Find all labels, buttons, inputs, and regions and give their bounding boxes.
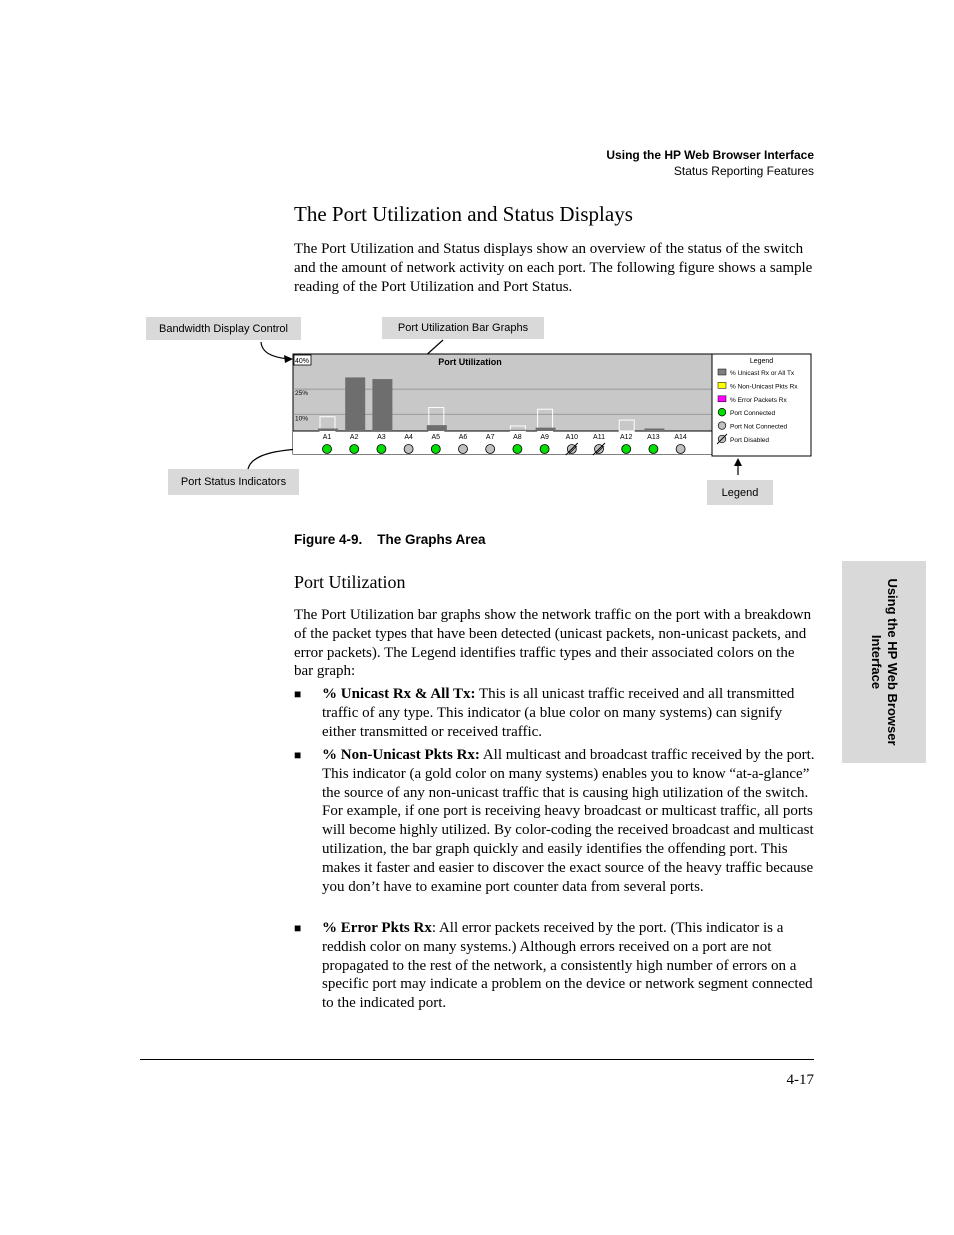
port-label-A12: A12 xyxy=(619,434,633,441)
port-label-A5: A5 xyxy=(431,434,441,441)
bar-A9 xyxy=(536,428,556,431)
leader-legend-arrowhead xyxy=(734,458,742,466)
port-label-A1: A1 xyxy=(322,434,332,441)
callout-port-status-indicators: Port Status Indicators xyxy=(168,469,299,495)
chart-title: Port Utilization xyxy=(438,357,502,367)
port-status-A13 xyxy=(649,445,658,454)
port-label-A10: A10 xyxy=(565,434,579,441)
port-status-A4 xyxy=(404,445,413,454)
bullet-non-unicast xyxy=(294,746,816,896)
port-label-A14: A14 xyxy=(674,434,687,441)
legend-swatch-2 xyxy=(718,396,726,402)
bullet-unicast xyxy=(294,685,816,741)
bullet-text: This is all unicast traffic received and all transmitted traffic of any type. This indicator (a blue color on many systems) can signify either transmitted or received traffic. xyxy=(322,686,795,740)
bar-A3 xyxy=(372,379,392,431)
body-paragraph: The Port Utilization bar graphs show the network traffic on the port with a breakdown of the packet types that have been detected (unicast packets, non-unicast packets, and error packets). The Legend identifies traffic types and their associated colors on the bar graph: xyxy=(294,607,812,680)
figure-caption: Figure 4-9. The Graphs Area xyxy=(294,532,486,547)
port-status-A5 xyxy=(431,445,440,454)
bullet-square: ■ xyxy=(294,748,302,762)
legend-panel xyxy=(712,354,811,456)
legend-label-2: % Error Packets Rx xyxy=(730,396,787,404)
legend-label-1: % Non-Unicast Pkts Rx xyxy=(730,383,798,391)
page-number: 4-17 xyxy=(786,1072,814,1088)
legend-label-0: % Unicast Rx or All Tx xyxy=(730,370,795,377)
port-utilization-chart xyxy=(293,354,713,455)
port-status-A12 xyxy=(622,445,631,454)
leader-bandwidth-arrowhead xyxy=(284,355,293,363)
y-tick-label: 10% xyxy=(295,415,309,423)
port-status-A14 xyxy=(676,445,685,454)
legend-swatch-3 xyxy=(718,408,726,416)
legend-swatch-4 xyxy=(718,422,726,430)
legend-swatch-1 xyxy=(718,382,726,388)
bar-A2 xyxy=(345,377,365,431)
legend-label-3: Port Connected xyxy=(730,410,776,418)
intro-paragraph: The Port Utilization and Status displays show an overview of the status of the switch and the amount of network activity on each port. The following figure shows a sample reading of the Port Utilization and Port Status. xyxy=(294,241,813,295)
bar-A5 xyxy=(427,425,447,431)
bullet-square: ■ xyxy=(294,687,302,701)
bullet-term: % Non-Unicast Pkts Rx: xyxy=(322,747,480,763)
callout-port-utilization-bar-graphs: Port Utilization Bar Graphs xyxy=(382,317,544,339)
y-tick-label: 25% xyxy=(295,390,309,398)
bullet-square: ■ xyxy=(294,921,302,935)
port-label-A8: A8 xyxy=(513,434,522,441)
port-label-A7: A7 xyxy=(485,434,495,441)
graphs-area-figure xyxy=(240,335,820,475)
chapter-side-tab xyxy=(842,561,926,763)
port-label-A3: A3 xyxy=(377,434,386,441)
port-label-A6: A6 xyxy=(458,434,468,441)
callout-legend: Legend xyxy=(707,480,773,505)
port-status-A6 xyxy=(459,445,468,454)
bullet-error-packets xyxy=(294,919,816,1013)
page-title: The Port Utilization and Status Displays xyxy=(294,202,633,226)
port-status-A8 xyxy=(513,445,522,454)
port-status-A3 xyxy=(377,445,386,454)
port-status-A1 xyxy=(323,445,332,454)
section-heading-port-utilization: Port Utilization xyxy=(294,572,406,592)
port-label-A2: A2 xyxy=(349,434,359,441)
port-status-A7 xyxy=(486,445,495,454)
side-tab-line-1: Using the HP Web Browser xyxy=(885,578,900,746)
bar-A8 xyxy=(508,430,528,431)
port-label-A11: A11 xyxy=(593,434,605,441)
legend-label-5: Port Disabled xyxy=(730,437,770,444)
running-header-chapter: Using the HP Web Browser Interface xyxy=(606,148,814,162)
bullet-text: : All error packets received by the port. (This indicator is a reddish color on many systems.) Although errors received on a port are not propagated to the rest of the network, a consistently high number of errors on a specific port may indicate a problem on the device or network segment connected to the indicated port. xyxy=(322,920,813,1012)
bandwidth-scale-label: 40% xyxy=(295,358,310,365)
side-tab-line-2: Interface xyxy=(869,634,884,690)
leader-bandwidth xyxy=(261,342,288,359)
port-label-A4: A4 xyxy=(404,434,413,441)
port-label-A13: A13 xyxy=(647,434,660,441)
legend-swatch-0 xyxy=(718,369,726,375)
bullet-term: % Error Pkts Rx xyxy=(322,920,432,936)
callout-bandwidth-display-control: Bandwidth Display Control xyxy=(146,317,301,340)
bullet-text: All multicast and broadcast traffic received by the port. This indicator (a gold color on many systems) enables you to know “at-a-glance” the source of any non-unicast traffic that is causing high utilization of the switch. For example, if one port is receiving heavy broadcast or multicast traffic, all ports will become highly utilized. By color-coding the received broadcast and multicast utilization, the bar graph quickly and easily identifies the offending port. This makes it faster and easier to discover the exact source of the heavy traffic because you don’t have to examine port counter data from several ports. xyxy=(322,747,815,895)
running-header-section: Status Reporting Features xyxy=(673,164,814,178)
port-status-A2 xyxy=(350,445,359,454)
legend-title: Legend xyxy=(749,358,774,365)
bullet-term: % Unicast Rx & All Tx: xyxy=(322,686,476,702)
legend-label-4: Port Not Connected xyxy=(730,423,788,431)
footer-rule xyxy=(140,1059,814,1060)
port-label-A9: A9 xyxy=(540,434,549,441)
bar-A13 xyxy=(644,428,664,431)
port-status-A9 xyxy=(540,445,549,454)
bar-A1 xyxy=(318,428,338,431)
